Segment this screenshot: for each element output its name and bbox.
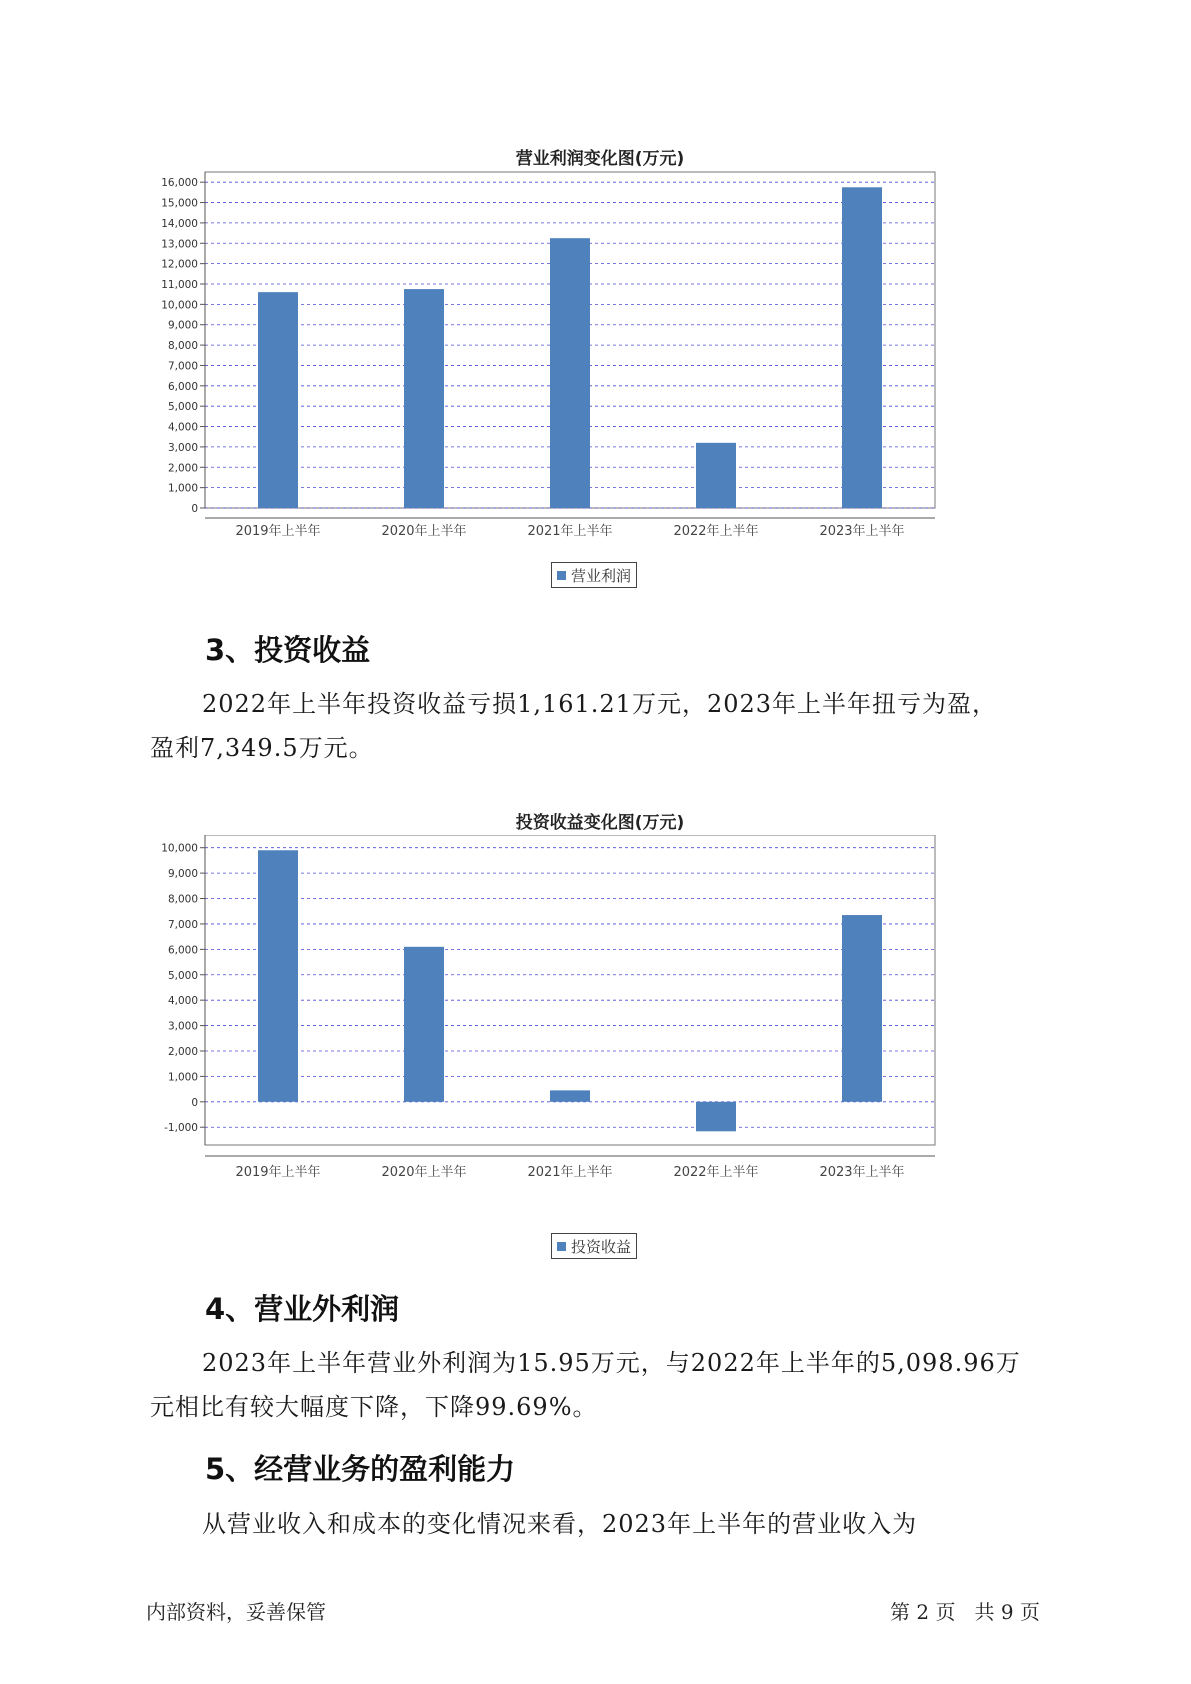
y-tick-label: 2,000 bbox=[167, 462, 198, 475]
y-tick-label: 4,000 bbox=[167, 995, 198, 1008]
x-tick-label: 2020年上半年 bbox=[381, 524, 467, 539]
y-tick-label: 4,000 bbox=[167, 421, 198, 434]
paragraph-line: 2022年上半年投资收益亏损1,161.21万元，2023年上半年扭亏为盈， bbox=[202, 690, 998, 718]
x-tick-label: 2023年上半年 bbox=[819, 524, 905, 539]
x-tick-label: 2021年上半年 bbox=[527, 1165, 613, 1180]
bar bbox=[258, 292, 298, 508]
bar bbox=[258, 850, 298, 1102]
paragraph-line: 2023年上半年营业外利润为15.95万元，与2022年上半年的5,098.96万 bbox=[202, 1349, 1021, 1377]
x-tick-label: 2019年上半年 bbox=[235, 1165, 321, 1180]
y-tick-label: 8,000 bbox=[167, 340, 198, 353]
x-tick-label: 2019年上半年 bbox=[235, 524, 321, 539]
paragraph-line: 从营业收入和成本的变化情况来看，2023年上半年的营业收入为 bbox=[202, 1510, 918, 1538]
y-tick-label: 9,000 bbox=[167, 868, 198, 881]
legend-label: 营业利润 bbox=[571, 566, 632, 585]
y-tick-label: 15,000 bbox=[161, 197, 198, 210]
paragraph-line: 盈利7,349.5万元。 bbox=[150, 734, 374, 762]
paragraph-non-operating-profit bbox=[150, 1341, 1050, 1429]
y-tick-label: 3,000 bbox=[167, 441, 198, 454]
investment-income-chart bbox=[150, 835, 1050, 1255]
x-tick-label: 2022年上半年 bbox=[673, 1165, 759, 1180]
y-tick-label: 10,000 bbox=[161, 299, 198, 312]
section-heading-profitability: 5、经营业务的盈利能力 bbox=[205, 1452, 516, 1486]
y-tick-label: 5,000 bbox=[167, 401, 198, 414]
y-tick-label: 1,000 bbox=[167, 1071, 198, 1084]
y-tick-label: 13,000 bbox=[161, 238, 198, 251]
y-tick-label: 7,000 bbox=[167, 918, 198, 931]
y-tick-label: 9,000 bbox=[167, 319, 198, 332]
bar bbox=[842, 187, 882, 508]
x-tick-label: 2021年上半年 bbox=[527, 524, 613, 539]
y-tick-label: 1,000 bbox=[167, 482, 198, 495]
y-tick-label: -1,000 bbox=[164, 1122, 198, 1135]
bar bbox=[842, 915, 882, 1102]
bar bbox=[696, 1102, 736, 1132]
x-tick-label: 2022年上半年 bbox=[673, 524, 759, 539]
y-tick-label: 11,000 bbox=[161, 279, 198, 291]
bar bbox=[404, 947, 444, 1102]
y-tick-label: 14,000 bbox=[161, 217, 198, 230]
legend-swatch bbox=[557, 1242, 566, 1251]
y-tick-label: 7,000 bbox=[167, 360, 198, 373]
y-tick-label: 5,000 bbox=[167, 969, 198, 982]
y-tick-label: 0 bbox=[191, 1096, 198, 1109]
y-tick-label: 2,000 bbox=[167, 1045, 198, 1058]
bar bbox=[696, 443, 736, 508]
bar bbox=[550, 238, 590, 508]
chart-legend bbox=[551, 562, 637, 588]
legend-label: 投资收益 bbox=[571, 1237, 632, 1256]
y-tick-label: 3,000 bbox=[167, 1020, 198, 1033]
y-tick-label: 6,000 bbox=[167, 944, 198, 957]
chart-title: 投资收益变化图(万元) bbox=[515, 813, 685, 833]
paragraph-investment-income bbox=[150, 682, 1050, 770]
bar bbox=[550, 1090, 590, 1101]
y-tick-label: 10,000 bbox=[161, 842, 198, 855]
operating-profit-chart-block bbox=[150, 140, 1050, 590]
y-tick-label: 16,000 bbox=[161, 177, 198, 190]
y-tick-label: 0 bbox=[191, 503, 198, 515]
y-tick-label: 6,000 bbox=[167, 380, 198, 393]
footer-left: 内部资料，妥善保管 bbox=[146, 1600, 326, 1624]
operating-profit-chart bbox=[150, 170, 1050, 590]
y-tick-label: 8,000 bbox=[167, 893, 198, 906]
chart-title: 营业利润变化图(万元) bbox=[515, 149, 685, 169]
bar bbox=[404, 289, 444, 508]
section-heading-non-operating-profit: 4、营业外利润 bbox=[205, 1292, 400, 1326]
x-tick-label: 2020年上半年 bbox=[381, 1165, 467, 1180]
legend-swatch bbox=[557, 571, 566, 580]
section-heading-investment-income: 3、投资收益 bbox=[205, 633, 371, 667]
paragraph-line: 元相比有较大幅度下降，下降99.69%。 bbox=[150, 1393, 598, 1421]
y-tick-label: 12,000 bbox=[161, 258, 198, 271]
chart-legend bbox=[551, 1233, 637, 1259]
x-tick-label: 2023年上半年 bbox=[819, 1165, 905, 1180]
investment-income-chart-block bbox=[150, 805, 1050, 1265]
footer-page-number: 第 2 页 共 9 页 bbox=[890, 1600, 1040, 1624]
paragraph-profitability bbox=[150, 1502, 1050, 1546]
